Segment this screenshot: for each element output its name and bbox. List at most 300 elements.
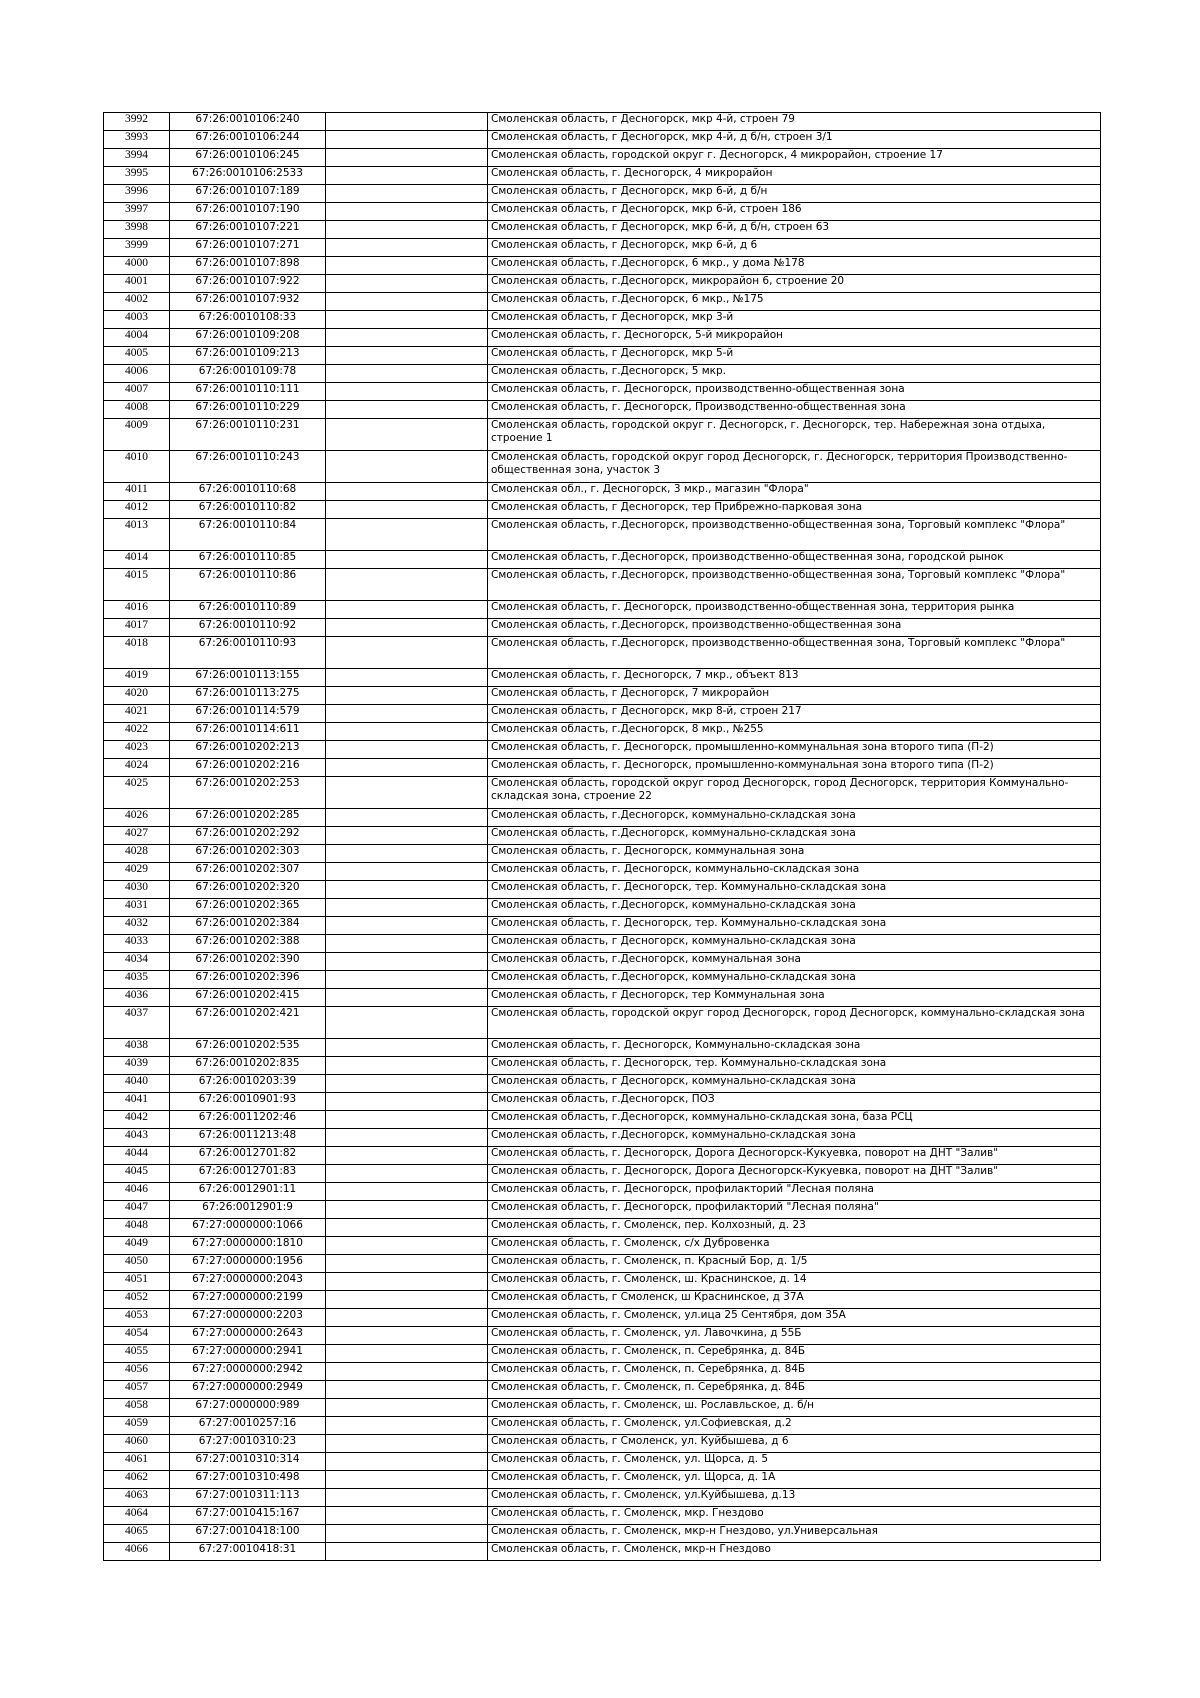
cadastral-number-cell: 67:26:0010202:213 [170, 741, 326, 759]
cadastral-number-cell: 67:26:0010107:898 [170, 257, 326, 275]
empty-cell [326, 167, 488, 185]
cadastral-number-cell: 67:26:0010106:240 [170, 113, 326, 131]
address-cell: Смоленская обл., г. Десногорск, 3 мкр., магазин "Флора" [488, 483, 1101, 501]
cadastral-number-cell: 67:26:0010202:535 [170, 1039, 326, 1057]
cadastral-number-cell: 67:26:0010107:271 [170, 239, 326, 257]
cadastral-number-cell: 67:26:0010202:388 [170, 935, 326, 953]
empty-cell [326, 989, 488, 1007]
row-number-cell: 4059 [104, 1417, 170, 1435]
cadastral-number-cell: 67:26:0010110:84 [170, 519, 326, 551]
address-cell: Смоленская область, г. Смоленск, пер. Колхозный, д. 23 [488, 1219, 1101, 1237]
table-row [104, 167, 1101, 185]
empty-cell [326, 705, 488, 723]
address-cell: Смоленская область, г Десногорск, мкр 4-й, д б/н, строен 3/1 [488, 131, 1101, 149]
table-row [104, 1543, 1101, 1561]
table-row [104, 705, 1101, 723]
cadastral-number-cell: 67:26:0012701:83 [170, 1165, 326, 1183]
cadastral-number-cell: 67:27:0000000:1956 [170, 1255, 326, 1273]
cadastral-number-cell: 67:26:0010202:421 [170, 1007, 326, 1039]
cadastral-number-cell: 67:27:0000000:989 [170, 1399, 326, 1417]
cadastral-number-cell: 67:26:0010202:216 [170, 759, 326, 777]
table-row [104, 741, 1101, 759]
cadastral-number-cell: 67:26:0011202:46 [170, 1111, 326, 1129]
address-cell: Смоленская область, г. Смоленск, п. Красный Бор, д. 1/5 [488, 1255, 1101, 1273]
empty-cell [326, 1507, 488, 1525]
cadastral-number-cell: 67:27:0010311:113 [170, 1489, 326, 1507]
empty-cell [326, 863, 488, 881]
row-number-cell: 4040 [104, 1075, 170, 1093]
address-cell: Смоленская область, г. Десногорск, Дорога Десногорск-Кукуевка, поворот на ДНТ "Залив" [488, 1165, 1101, 1183]
table-row [104, 551, 1101, 569]
row-number-cell: 4014 [104, 551, 170, 569]
table-row [104, 777, 1101, 809]
row-number-cell: 4042 [104, 1111, 170, 1129]
row-number-cell: 4031 [104, 899, 170, 917]
address-cell: Смоленская область, г Десногорск, 7 микрорайон [488, 687, 1101, 705]
address-cell: Смоленская область, г. Десногорск, коммунальная зона [488, 845, 1101, 863]
table-row [104, 483, 1101, 501]
cadastral-number-cell: 67:27:0010418:31 [170, 1543, 326, 1561]
address-cell: Смоленская область, г Десногорск, мкр 6-й, д 6 [488, 239, 1101, 257]
table-row [104, 419, 1101, 451]
table-row [104, 501, 1101, 519]
empty-cell [326, 293, 488, 311]
table-row [104, 1111, 1101, 1129]
table-row [104, 1507, 1101, 1525]
empty-cell [326, 1525, 488, 1543]
row-number-cell: 4037 [104, 1007, 170, 1039]
empty-cell [326, 1453, 488, 1471]
empty-cell [326, 149, 488, 167]
empty-cell [326, 1327, 488, 1345]
row-number-cell: 4013 [104, 519, 170, 551]
table-row [104, 311, 1101, 329]
address-cell: Смоленская область, городской округ город Десногорск, г. Десногорск, территория Производственно-общественная зона, участок 3 [488, 451, 1101, 483]
address-cell: Смоленская область, г. Смоленск, ул.ица 25 Сентября, дом 35А [488, 1309, 1101, 1327]
address-cell: Смоленская область, г. Десногорск, производственно-общественная зона, территория рынка [488, 601, 1101, 619]
address-cell: Смоленская область, г.Десногорск, коммунально-складская зона [488, 809, 1101, 827]
cadastral-number-cell: 67:26:0010110:243 [170, 451, 326, 483]
row-number-cell: 4033 [104, 935, 170, 953]
address-cell: Смоленская область, г. Смоленск, ул.Софиевская, д.2 [488, 1417, 1101, 1435]
row-number-cell: 4047 [104, 1201, 170, 1219]
row-number-cell: 4022 [104, 723, 170, 741]
empty-cell [326, 185, 488, 203]
cadastral-number-cell: 67:26:0012701:82 [170, 1147, 326, 1165]
table-row [104, 329, 1101, 347]
cadastral-number-cell: 67:27:0010310:498 [170, 1471, 326, 1489]
address-cell: Смоленская область, г Десногорск, тер Коммунальная зона [488, 989, 1101, 1007]
empty-cell [326, 451, 488, 483]
empty-cell [326, 1435, 488, 1453]
empty-cell [326, 383, 488, 401]
address-cell: Смоленская область, г.Десногорск, 5 мкр. [488, 365, 1101, 383]
cadastral-number-cell: 67:27:0000000:1066 [170, 1219, 326, 1237]
table-row [104, 1525, 1101, 1543]
address-cell: Смоленская область, г. Смоленск, мкр-н Гнездово, ул.Универсальная [488, 1525, 1101, 1543]
row-number-cell: 4021 [104, 705, 170, 723]
table-row [104, 1219, 1101, 1237]
table-row [104, 221, 1101, 239]
cadastral-number-cell: 67:26:0010202:415 [170, 989, 326, 1007]
table-row [104, 1129, 1101, 1147]
row-number-cell: 4054 [104, 1327, 170, 1345]
address-cell: Смоленская область, г. Десногорск, 5-й микрорайон [488, 329, 1101, 347]
cadastral-number-cell: 67:27:0000000:2643 [170, 1327, 326, 1345]
table-row [104, 1453, 1101, 1471]
empty-cell [326, 203, 488, 221]
row-number-cell: 4001 [104, 275, 170, 293]
cadastral-number-cell: 67:26:0010110:82 [170, 501, 326, 519]
address-cell: Смоленская область, г Десногорск, коммунально-складская зона [488, 935, 1101, 953]
cadastral-number-cell: 67:26:0010901:93 [170, 1093, 326, 1111]
table-row [104, 637, 1101, 669]
row-number-cell: 3999 [104, 239, 170, 257]
address-cell: Смоленская область, г. Смоленск, ул. Щорса, д. 5 [488, 1453, 1101, 1471]
empty-cell [326, 601, 488, 619]
empty-cell [326, 1201, 488, 1219]
address-cell: Смоленская область, г.Десногорск, производственно-общественная зона [488, 619, 1101, 637]
row-number-cell: 4012 [104, 501, 170, 519]
empty-cell [326, 401, 488, 419]
empty-cell [326, 1471, 488, 1489]
address-cell: Смоленская область, г Десногорск, мкр 3-й [488, 311, 1101, 329]
address-cell: Смоленская область, г. Смоленск, п. Серебрянка, д. 84Б [488, 1345, 1101, 1363]
empty-cell [326, 1093, 488, 1111]
address-cell: Смоленская область, г.Десногорск, коммунально-складская зона [488, 971, 1101, 989]
cadastral-number-cell: 67:27:0000000:2949 [170, 1381, 326, 1399]
address-cell: Смоленская область, г Десногорск, мкр 5-й [488, 347, 1101, 365]
cadastral-number-cell: 67:26:0010110:231 [170, 419, 326, 451]
table-row [104, 1435, 1101, 1453]
empty-cell [326, 935, 488, 953]
address-cell: Смоленская область, г. Десногорск, Производственно-общественная зона [488, 401, 1101, 419]
cadastral-number-cell: 67:26:0010202:303 [170, 845, 326, 863]
empty-cell [326, 501, 488, 519]
empty-cell [326, 637, 488, 669]
row-number-cell: 4002 [104, 293, 170, 311]
address-cell: Смоленская область, г.Десногорск, 6 мкр., №175 [488, 293, 1101, 311]
table-row [104, 881, 1101, 899]
row-number-cell: 4018 [104, 637, 170, 669]
cadastral-number-cell: 67:26:0010202:384 [170, 917, 326, 935]
row-number-cell: 4025 [104, 777, 170, 809]
cadastral-number-cell: 67:26:0010108:33 [170, 311, 326, 329]
address-cell: Смоленская область, городской округ г. Десногорск, г. Десногорск, тер. Набережная зона отдыха, строение 1 [488, 419, 1101, 451]
row-number-cell: 4051 [104, 1273, 170, 1291]
registry-table-body [104, 113, 1101, 1561]
row-number-cell: 4015 [104, 569, 170, 601]
empty-cell [326, 1129, 488, 1147]
table-row [104, 1327, 1101, 1345]
row-number-cell: 4024 [104, 759, 170, 777]
row-number-cell: 4048 [104, 1219, 170, 1237]
table-row [104, 971, 1101, 989]
empty-cell [326, 113, 488, 131]
empty-cell [326, 221, 488, 239]
address-cell: Смоленская область, г Десногорск, мкр 6-й, д б/н, строен 63 [488, 221, 1101, 239]
row-number-cell: 4027 [104, 827, 170, 845]
empty-cell [326, 1219, 488, 1237]
row-number-cell: 4041 [104, 1093, 170, 1111]
empty-cell [326, 1309, 488, 1327]
empty-cell [326, 669, 488, 687]
row-number-cell: 4036 [104, 989, 170, 1007]
row-number-cell: 4055 [104, 1345, 170, 1363]
address-cell: Смоленская область, г.Десногорск, коммунально-складская зона [488, 899, 1101, 917]
row-number-cell: 4066 [104, 1543, 170, 1561]
row-number-cell: 4046 [104, 1183, 170, 1201]
row-number-cell: 4011 [104, 483, 170, 501]
empty-cell [326, 899, 488, 917]
row-number-cell: 4065 [104, 1525, 170, 1543]
table-row [104, 1291, 1101, 1309]
cadastral-number-cell: 67:26:0010113:275 [170, 687, 326, 705]
address-cell: Смоленская область, г Десногорск, мкр 6-й, строен 186 [488, 203, 1101, 221]
address-cell: Смоленская область, г. Смоленск, мкр. Гнездово [488, 1507, 1101, 1525]
address-cell: Смоленская область, г.Десногорск, 6 мкр., у дома №178 [488, 257, 1101, 275]
address-cell: Смоленская область, г. Смоленск, ш. Краснинское, д. 14 [488, 1273, 1101, 1291]
empty-cell [326, 1147, 488, 1165]
row-number-cell: 4029 [104, 863, 170, 881]
table-row [104, 1147, 1101, 1165]
table-row [104, 257, 1101, 275]
address-cell: Смоленская область, г Смоленск, ш Краснинское, д 37А [488, 1291, 1101, 1309]
cadastral-number-cell: 67:26:0012901:9 [170, 1201, 326, 1219]
table-row [104, 1345, 1101, 1363]
table-row [104, 451, 1101, 483]
row-number-cell: 4005 [104, 347, 170, 365]
address-cell: Смоленская область, г. Смоленск, ул. Щорса, д. 1А [488, 1471, 1101, 1489]
empty-cell [326, 809, 488, 827]
row-number-cell: 4061 [104, 1453, 170, 1471]
empty-cell [326, 881, 488, 899]
table-row [104, 383, 1101, 401]
address-cell: Смоленская область, г. Десногорск, промышленно-коммунальная зона второго типа (П-2) [488, 759, 1101, 777]
cadastral-number-cell: 67:26:0010110:111 [170, 383, 326, 401]
cadastral-number-cell: 67:27:0010257:16 [170, 1417, 326, 1435]
cadastral-number-cell: 67:26:0010110:89 [170, 601, 326, 619]
row-number-cell: 4030 [104, 881, 170, 899]
cadastral-number-cell: 67:26:0011213:48 [170, 1129, 326, 1147]
table-row [104, 1093, 1101, 1111]
row-number-cell: 4038 [104, 1039, 170, 1057]
empty-cell [326, 519, 488, 551]
row-number-cell: 4043 [104, 1129, 170, 1147]
row-number-cell: 4060 [104, 1435, 170, 1453]
address-cell: Смоленская область, г.Десногорск, микрорайон 6, строение 20 [488, 275, 1101, 293]
row-number-cell: 4006 [104, 365, 170, 383]
cadastral-number-cell: 67:26:0010109:208 [170, 329, 326, 347]
row-number-cell: 4056 [104, 1363, 170, 1381]
address-cell: Смоленская область, г.Десногорск, производственно-общественная зона, Торговый комплекс "Флора" [488, 569, 1101, 601]
address-cell: Смоленская область, г. Смоленск, ул.Куйбышева, д.13 [488, 1489, 1101, 1507]
row-number-cell: 4000 [104, 257, 170, 275]
address-cell: Смоленская область, г. Десногорск, тер. Коммунально-складская зона [488, 917, 1101, 935]
empty-cell [326, 1381, 488, 1399]
table-row [104, 687, 1101, 705]
cadastral-number-cell: 67:26:0010106:244 [170, 131, 326, 149]
cadastral-number-cell: 67:26:0010202:320 [170, 881, 326, 899]
address-cell: Смоленская область, г. Десногорск, 4 микрорайон [488, 167, 1101, 185]
cadastral-number-cell: 67:26:0010107:190 [170, 203, 326, 221]
empty-cell [326, 1075, 488, 1093]
empty-cell [326, 275, 488, 293]
address-cell: Смоленская область, г.Десногорск, производственно-общественная зона, городской рынок [488, 551, 1101, 569]
table-row [104, 401, 1101, 419]
row-number-cell: 4004 [104, 329, 170, 347]
address-cell: Смоленская область, городской округ город Десногорск, город Десногорск, коммунально-складская зона [488, 1007, 1101, 1039]
empty-cell [326, 1111, 488, 1129]
address-cell: Смоленская область, г.Десногорск, коммунально-складская зона, база РСЦ [488, 1111, 1101, 1129]
cadastral-number-cell: 67:26:0012901:11 [170, 1183, 326, 1201]
empty-cell [326, 741, 488, 759]
cadastral-number-cell: 67:26:0010110:93 [170, 637, 326, 669]
row-number-cell: 4044 [104, 1147, 170, 1165]
table-row [104, 1417, 1101, 1435]
table-row [104, 1237, 1101, 1255]
empty-cell [326, 569, 488, 601]
row-number-cell: 4057 [104, 1381, 170, 1399]
table-row [104, 1255, 1101, 1273]
cadastral-number-cell: 67:26:0010110:68 [170, 483, 326, 501]
row-number-cell: 3996 [104, 185, 170, 203]
cadastral-number-cell: 67:26:0010109:78 [170, 365, 326, 383]
address-cell: Смоленская область, г Смоленск, ул. Куйбышева, д 6 [488, 1435, 1101, 1453]
address-cell: Смоленская область, г. Десногорск, тер. Коммунально-складская зона [488, 881, 1101, 899]
address-cell: Смоленская область, г.Десногорск, коммунально-складская зона [488, 827, 1101, 845]
table-row [104, 1363, 1101, 1381]
table-row [104, 669, 1101, 687]
row-number-cell: 4062 [104, 1471, 170, 1489]
cadastral-number-cell: 67:26:0010110:229 [170, 401, 326, 419]
empty-cell [326, 953, 488, 971]
row-number-cell: 4010 [104, 451, 170, 483]
table-row [104, 113, 1101, 131]
table-row [104, 239, 1101, 257]
address-cell: Смоленская область, г Десногорск, мкр 8-й, строен 217 [488, 705, 1101, 723]
address-cell: Смоленская область, г. Смоленск, ш. Рославльское, д. б/н [488, 1399, 1101, 1417]
cadastral-number-cell: 67:26:0010106:245 [170, 149, 326, 167]
table-row [104, 601, 1101, 619]
empty-cell [326, 723, 488, 741]
table-row [104, 899, 1101, 917]
cadastral-number-cell: 67:27:0000000:2203 [170, 1309, 326, 1327]
empty-cell [326, 329, 488, 347]
row-number-cell: 3993 [104, 131, 170, 149]
table-row [104, 1201, 1101, 1219]
row-number-cell: 4064 [104, 1507, 170, 1525]
row-number-cell: 4007 [104, 383, 170, 401]
table-row [104, 723, 1101, 741]
cadastral-number-cell: 67:26:0010202:365 [170, 899, 326, 917]
table-row [104, 1399, 1101, 1417]
row-number-cell: 3998 [104, 221, 170, 239]
empty-cell [326, 971, 488, 989]
cadastral-number-cell: 67:26:0010107:221 [170, 221, 326, 239]
row-number-cell: 4052 [104, 1291, 170, 1309]
table-row [104, 827, 1101, 845]
cadastral-number-cell: 67:26:0010203:39 [170, 1075, 326, 1093]
cadastral-number-cell: 67:26:0010202:835 [170, 1057, 326, 1075]
address-cell: Смоленская область, г. Смоленск, мкр-н Гнездово [488, 1543, 1101, 1561]
cadastral-number-cell: 67:26:0010107:932 [170, 293, 326, 311]
address-cell: Смоленская область, городской округ город Десногорск, город Десногорск, территория Коммунально-складская зона, строение 22 [488, 777, 1101, 809]
empty-cell [326, 347, 488, 365]
row-number-cell: 3997 [104, 203, 170, 221]
cadastral-number-cell: 67:26:0010114:611 [170, 723, 326, 741]
cadastral-number-cell: 67:26:0010202:396 [170, 971, 326, 989]
table-row [104, 619, 1101, 637]
cadastral-number-cell: 67:26:0010106:2533 [170, 167, 326, 185]
empty-cell [326, 777, 488, 809]
empty-cell [326, 483, 488, 501]
empty-cell [326, 1237, 488, 1255]
cadastral-number-cell: 67:26:0010110:86 [170, 569, 326, 601]
empty-cell [326, 1363, 488, 1381]
table-row [104, 275, 1101, 293]
table-row [104, 935, 1101, 953]
address-cell: Смоленская область, г.Десногорск, производственно-общественная зона, Торговый комплекс "Флора" [488, 519, 1101, 551]
empty-cell [326, 619, 488, 637]
address-cell: Смоленская область, г. Смоленск, с/х Дубровенка [488, 1237, 1101, 1255]
table-row [104, 863, 1101, 881]
row-number-cell: 4034 [104, 953, 170, 971]
empty-cell [326, 419, 488, 451]
empty-cell [326, 1273, 488, 1291]
table-row [104, 1381, 1101, 1399]
cadastral-number-cell: 67:26:0010109:213 [170, 347, 326, 365]
empty-cell [326, 1057, 488, 1075]
cadastral-number-cell: 67:26:0010107:189 [170, 185, 326, 203]
address-cell: Смоленская область, г Десногорск, тер Прибрежно-парковая зона [488, 501, 1101, 519]
address-cell: Смоленская область, г Десногорск, коммунально-складская зона [488, 1075, 1101, 1093]
address-cell: Смоленская область, г. Смоленск, ул. Лавочкина, д 55Б [488, 1327, 1101, 1345]
empty-cell [326, 1399, 488, 1417]
empty-cell [326, 827, 488, 845]
cadastral-number-cell: 67:27:0000000:1810 [170, 1237, 326, 1255]
address-cell: Смоленская область, г. Смоленск, п. Серебрянка, д. 84Б [488, 1381, 1101, 1399]
empty-cell [326, 311, 488, 329]
table-row [104, 1309, 1101, 1327]
empty-cell [326, 257, 488, 275]
address-cell: Смоленская область, г Десногорск, мкр 6-й, д б/н [488, 185, 1101, 203]
empty-cell [326, 1039, 488, 1057]
row-number-cell: 4016 [104, 601, 170, 619]
row-number-cell: 3994 [104, 149, 170, 167]
table-row [104, 1273, 1101, 1291]
cadastral-number-cell: 67:26:0010113:155 [170, 669, 326, 687]
cadastral-number-cell: 67:27:0000000:2043 [170, 1273, 326, 1291]
row-number-cell: 4023 [104, 741, 170, 759]
cadastral-number-cell: 67:27:0000000:2942 [170, 1363, 326, 1381]
row-number-cell: 4003 [104, 311, 170, 329]
table-row [104, 1007, 1101, 1039]
address-cell: Смоленская область, г. Десногорск, профилакторий "Лесная поляна" [488, 1201, 1101, 1219]
cadastral-number-cell: 67:26:0010202:292 [170, 827, 326, 845]
address-cell: Смоленская область, г. Десногорск, коммунально-складская зона [488, 863, 1101, 881]
address-cell: Смоленская область, г. Десногорск, 7 мкр., объект 813 [488, 669, 1101, 687]
row-number-cell: 4045 [104, 1165, 170, 1183]
address-cell: Смоленская область, г.Десногорск, коммунально-складская зона [488, 1129, 1101, 1147]
address-cell: Смоленская область, городской округ г. Десногорск, 4 микрорайон, строение 17 [488, 149, 1101, 167]
empty-cell [326, 1417, 488, 1435]
cadastral-number-cell: 67:26:0010110:92 [170, 619, 326, 637]
address-cell: Смоленская область, г. Десногорск, промышленно-коммунальная зона второго типа (П-2) [488, 741, 1101, 759]
table-row [104, 569, 1101, 601]
empty-cell [326, 551, 488, 569]
address-cell: Смоленская область, г.Десногорск, коммунальная зона [488, 953, 1101, 971]
